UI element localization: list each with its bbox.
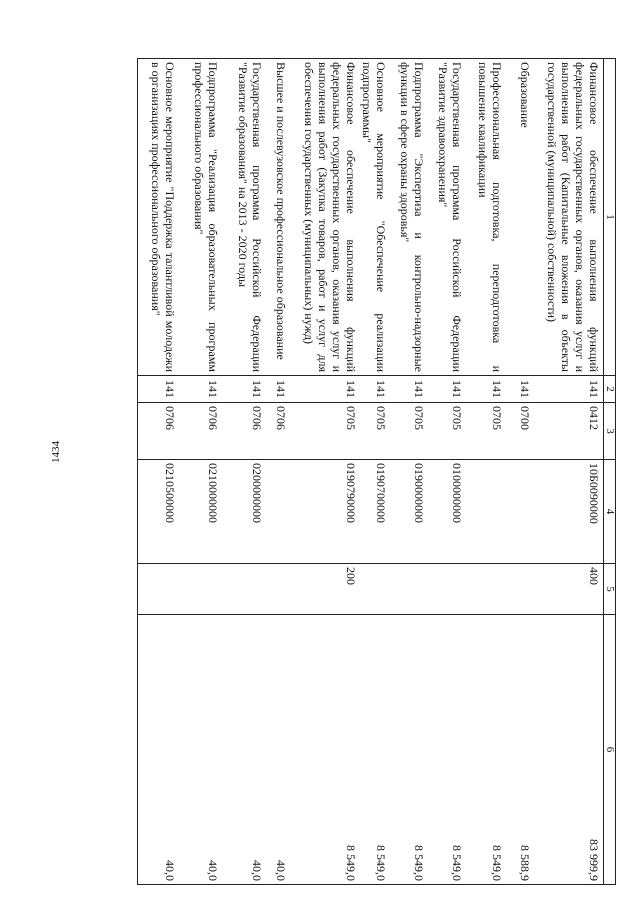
cell-c4 bbox=[467, 460, 507, 564]
cell-c2: 141 bbox=[535, 376, 604, 403]
cell-c6: 40,0 bbox=[223, 615, 267, 885]
cell-c2: 141 bbox=[429, 376, 467, 403]
cell-c6: 8 549,0 bbox=[467, 615, 507, 885]
cell-c4: 0190000000 bbox=[391, 460, 429, 564]
cell-c6: 8 549,0 bbox=[429, 615, 467, 885]
cell-c3: 0705 bbox=[391, 403, 429, 460]
cell-c4: 0100000000 bbox=[429, 460, 467, 564]
cell-c2: 141 bbox=[223, 376, 267, 403]
rotated-page-content bbox=[64, 58, 616, 884]
cell-c4: 0210500000 bbox=[138, 460, 180, 564]
row-name: Подпрограмма "Экспертиза и контрольно-надзорные функции в сфере охраны здоровья" bbox=[391, 59, 429, 376]
cell-c3: 0412 bbox=[535, 403, 604, 460]
cell-c6: 40,0 bbox=[138, 615, 180, 885]
table-row bbox=[223, 59, 267, 885]
cell-c5: 400 bbox=[535, 564, 604, 615]
table-row bbox=[507, 59, 535, 885]
row-name: Подпрограмма "Реализация образовательных программ профессионального образования" bbox=[180, 59, 223, 376]
cell-c5 bbox=[138, 564, 180, 615]
cell-c5 bbox=[391, 564, 429, 615]
cell-c5 bbox=[467, 564, 507, 615]
cell-c6: 40,0 bbox=[267, 615, 291, 885]
cell-c5 bbox=[223, 564, 267, 615]
cell-c6: 83 999,9 bbox=[535, 615, 604, 885]
table-row bbox=[467, 59, 507, 885]
table-row bbox=[267, 59, 291, 885]
cell-c3: 0706 bbox=[138, 403, 180, 460]
cell-c2: 141 bbox=[138, 376, 180, 403]
cell-c6: 40,0 bbox=[180, 615, 223, 885]
cell-c3: 0700 bbox=[507, 403, 535, 460]
cell-c3: 0705 bbox=[467, 403, 507, 460]
row-name: Финансовое обеспечение выполнения функций федеральных государственных органов, оказания услуг и выполнения работ (Закупка товаров, работ и услуг для обеспечения государственных (муниципальных) нужд) bbox=[291, 59, 361, 376]
page-number: 1434 bbox=[50, 441, 62, 463]
budget-table bbox=[137, 58, 616, 885]
row-name: Профессиональная подготовка, переподготовка и повышение квалификации bbox=[467, 59, 507, 376]
table-row bbox=[361, 59, 391, 885]
cell-c5: 200 bbox=[291, 564, 361, 615]
table-row bbox=[291, 59, 361, 885]
cell-c2: 141 bbox=[467, 376, 507, 403]
cell-c2: 141 bbox=[267, 376, 291, 403]
cell-c5 bbox=[267, 564, 291, 615]
cell-c4: 0190790000 bbox=[291, 460, 361, 564]
cell-c3: 0706 bbox=[267, 403, 291, 460]
row-name: Образование bbox=[507, 59, 535, 376]
row-name: Государственная программа Российской Федерации "Развитие образования" на 2013 - 2020 годы bbox=[223, 59, 267, 376]
cell-c2: 141 bbox=[291, 376, 361, 403]
col-header-4: 4 bbox=[604, 460, 616, 564]
cell-c5 bbox=[361, 564, 391, 615]
col-header-6: 6 bbox=[604, 615, 616, 885]
cell-c4 bbox=[507, 460, 535, 564]
cell-c6: 8 549,0 bbox=[291, 615, 361, 885]
cell-c3: 0705 bbox=[291, 403, 361, 460]
cell-c3: 0705 bbox=[361, 403, 391, 460]
col-header-1: 1 bbox=[604, 59, 616, 376]
cell-c6: 8 549,0 bbox=[361, 615, 391, 885]
cell-c3: 0705 bbox=[429, 403, 467, 460]
col-header-3: 3 bbox=[604, 403, 616, 460]
cell-c3: 0706 bbox=[180, 403, 223, 460]
cell-c2: 141 bbox=[361, 376, 391, 403]
cell-c2: 141 bbox=[507, 376, 535, 403]
row-name: Финансовое обеспечение выполнения функций федеральных государственных органов, оказания услуг и выполнения работ (Капитальные вложения в объекты государственной (муниципальной) собственности) bbox=[535, 59, 604, 376]
row-name: Государственная программа Российской Федерации "Развитие здравоохранения" bbox=[429, 59, 467, 376]
cell-c2: 141 bbox=[391, 376, 429, 403]
cell-c4 bbox=[267, 460, 291, 564]
row-name: Основное мероприятие "Обеспечение реализации подпрограммы" bbox=[361, 59, 391, 376]
cell-c2: 141 bbox=[180, 376, 223, 403]
table-row bbox=[180, 59, 223, 885]
cell-c4: 0190700000 bbox=[361, 460, 391, 564]
cell-c6: 8 549,0 bbox=[391, 615, 429, 885]
cell-c5 bbox=[507, 564, 535, 615]
row-name: Высшее и послевузовское профессиональное образование bbox=[267, 59, 291, 376]
table-row bbox=[429, 59, 467, 885]
row-name: Основное мероприятие "Поддержка талантливой молодежи в организациях профессионального образования" bbox=[138, 59, 180, 376]
cell-c3: 0706 bbox=[223, 403, 267, 460]
col-header-5: 5 bbox=[604, 564, 616, 615]
cell-c4: 0200000000 bbox=[223, 460, 267, 564]
cell-c5 bbox=[429, 564, 467, 615]
table-row bbox=[138, 59, 180, 885]
cell-c4: 0210000000 bbox=[180, 460, 223, 564]
cell-c4: 10Б0090000 bbox=[535, 460, 604, 564]
table-row bbox=[535, 59, 604, 885]
header-row bbox=[604, 59, 616, 885]
cell-c6: 8 588,9 bbox=[507, 615, 535, 885]
cell-c5 bbox=[180, 564, 223, 615]
table-row bbox=[391, 59, 429, 885]
col-header-2: 2 bbox=[604, 376, 616, 403]
